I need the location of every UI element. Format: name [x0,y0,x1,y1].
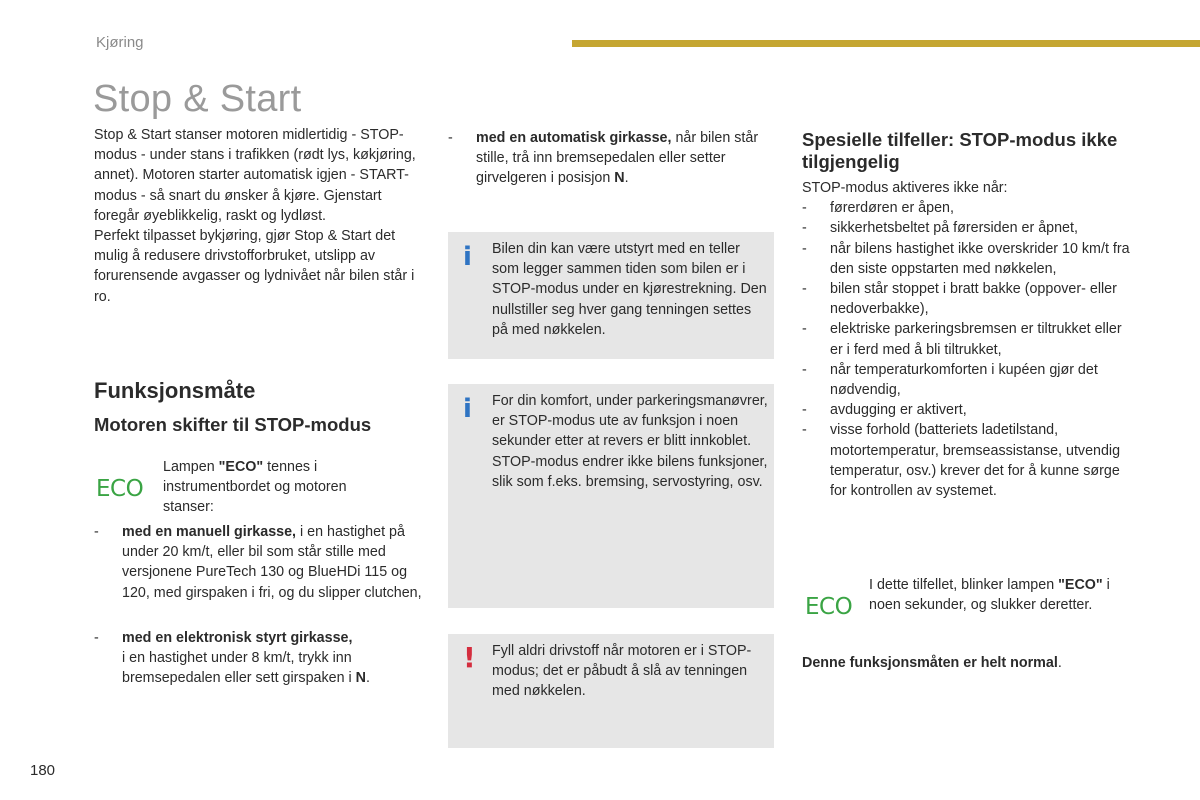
eco-blink-text: I dette tilfellet, blinker lampen "ECO" i noen sekunder, og slukker deretter. [869,577,1110,614]
list-item: - med en automatisk girkasse, når bilen står stille, trå inn bremsepedalen eller setter girvelgeren i posisjon N. [448,130,759,187]
conditions-lead: STOP-modus aktiveres ikke når: [802,180,1008,196]
info-box-comfort [448,384,774,608]
list-item: - førerdøren er åpen, [802,200,954,217]
electronic-gearbox-label: med en elektronisk styrt girkasse, [122,630,353,646]
list-item: - når bilens hastighet ikke overskrider 10 km/t fra den siste oppstarten med nøkkelen, [802,240,1130,277]
closing-note: Denne funksjonsmåten er helt normal. [802,655,1062,671]
list-item: - sikkerhetsbeltet på førersiden er åpnet, [802,220,1078,237]
page-title: Stop & Start [93,78,302,120]
intro-text-2: Perfekt tilpasset bykjøring, gjør Stop & Start det mulig å redusere drivstofforbruket, utslipp av forurensende avgasser og lydnivået når bilen står i ro. [94,228,415,305]
list-item: - elektriske parkeringsbremsen er tiltrukket eller er i ferd med å bli tiltrukket, [802,321,1122,358]
automatic-gearbox-label: med en automatisk girkasse, [476,130,672,146]
warning-icon: ! [463,641,476,674]
subheading-stop-mode: Motoren skifter til STOP-modus [94,414,372,435]
info-box-counter [448,232,774,359]
warning-box-fuel [448,634,774,748]
info-icon: i [463,242,472,272]
special-cases-heading: Spesielle tilfeller: STOP-modus ikke tilgjengelig [802,129,1118,172]
eco-lamp-text: Lampen "ECO" tennes i instrumentbordet og motoren stanser: [163,459,347,516]
list-item: - bilen står stoppet i bratt bakke (oppover- eller nedoverbakke), [802,281,1117,318]
stop-mode-conditions [802,178,1132,501]
list-item: - avdugging er aktivert, [802,402,967,419]
list-item: - med en elektronisk styrt girkasse, i en hastighet under 8 km/t, trykk inn bremsepedalen eller sett girspaken i N. [94,630,370,687]
eco-indicator-icon: ECO [96,476,144,502]
info-icon: i [463,394,472,424]
section-heading-operation: Funksjonsmåte [94,378,256,403]
list-item: - visse forhold (batteriets ladetilstand, motortemperatur, bremseassistanse, utvendig temperatur, osv.) krever det for å kunne sørge for kontrollen av systemet. [802,422,1121,500]
section-label: Kjøring [96,34,144,51]
list-item: - med en manuell girkasse, i en hastighet på under 20 km/t, eller bil som står stille med versjonene PureTech 130 og BlueHDi 115 og 120, med girspaken i fri, og du slipper clutchen, [94,524,422,601]
warning-box-text: Fyll aldri drivstoff når motoren er i STOP-modus; det er påbudt å slå av tenningen med nøkkelen. [492,643,752,700]
manual-gearbox-label: med en manuell girkasse, [122,524,297,540]
section-accent-bar [572,40,1200,47]
info-box-text: For din komfort, under parkeringsmanøvrer, er STOP-modus ute av funksjon i noen sekunder etter at revers er blitt innkoblet. STOP-modus endrer ikke bilens funksjoner, slik som f.eks. bremsing, servostyring, osv. [492,393,768,490]
info-box-text: Bilen din kan være utstyrt med en teller som legger sammen tiden som bilen er i STOP-modus under en kjørestrekning. Den nullstiller seg hver gang tenningen settes på med nøkkelen. [492,241,767,338]
page-number: 180 [30,762,56,779]
list-item: - når temperaturkomforten i kupéen gjør det nødvendig, [802,361,1098,399]
eco-indicator-icon: ECO [805,594,853,620]
intro-paragraph [94,125,424,307]
intro-text: Stop & Start stanser motoren midlertidig - STOP-modus - under stans i trafikken (rødt lys, køkjøring, annet). Motoren starter automatisk igjen - START-modus - så snart du ønsker å kjøre. Gjenstart foregår øyeblikkelig, raskt og lydløst. [94,127,416,224]
